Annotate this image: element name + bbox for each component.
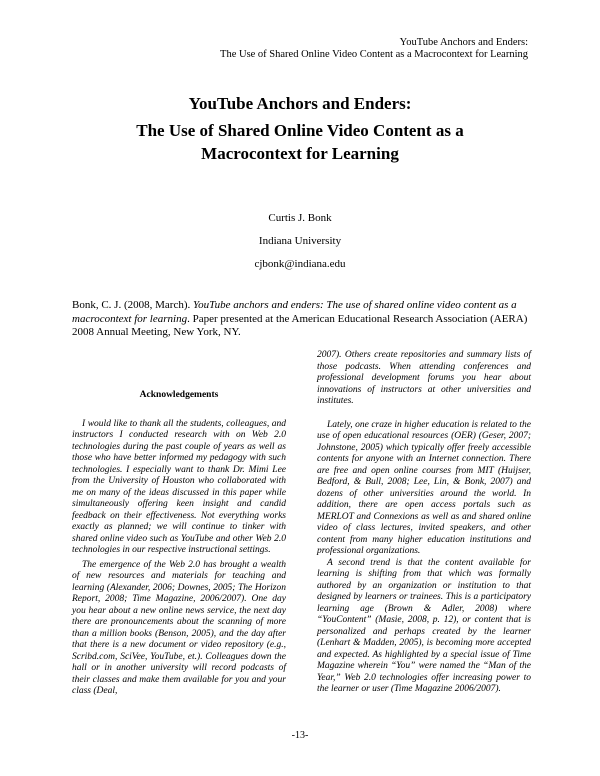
running-header-line2: The Use of Shared Online Video Content as a Macrocontext for Learning xyxy=(220,49,528,60)
running-header-line1: YouTube Anchors and Enders: xyxy=(399,37,528,48)
acknowledgements-paragraph: I would like to thank all the students, colleagues, and instructors I conducted research with on Web 2.0 technologies during the past couple of years as well as those who have better informed my pedagogy with such technologies. I especially want to thank Dr. Mimi Lee from the University of Houston who collaborated with me on many of the ideas discussed in this paper while simultaneously offering keen insight and candid feedback on their effectiveness. Not everything works exactly as planned; we will continue to tinker with shared online video such as YouTube and other Web 2.0 technologies in our respective instructional settings. xyxy=(72,418,286,555)
author-name: Curtis J. Bonk xyxy=(268,212,332,224)
running-header xyxy=(220,37,528,61)
paper-title-line2: The Use of Shared Online Video Content as a Macrocontext for Learning xyxy=(136,121,464,163)
body-paragraph: Lately, one craze in higher education is related to the use of open educational resources (OER) (Geser, 2007; Johnstone, 2005) which typically offer freely accessible contents for anyone with an Internet connection. There are free and open online courses from MIT (Huijser, Bedford, & Bull, 2008; Lee, Lin, & Bonk, 2007) and dozens of other universities around the world. In addition, there are open access portals such as MERLOT and Connexions as well as and shared online video of class lectures, invited speakers, and other content from many higher education institutions and professional organizations. xyxy=(317,419,531,556)
author-block xyxy=(150,207,450,276)
citation-title: YouTube anchors and enders: The use of shared online video content as a macrocontext for learning xyxy=(72,299,517,325)
author-affiliation: Indiana University xyxy=(258,235,342,247)
citation-rest: . Paper presented at the American Educational Research Association (AERA) 2008 Annual Meeting, New York, NY. xyxy=(72,312,528,338)
left-column xyxy=(72,390,286,698)
body-paragraph: The emergence of the Web 2.0 has brought a wealth of new resources and materials for teaching and learning (Alexander, 2006; Downes, 2005; The Horizon Report, 2008; Time Magazine, 2006/2007). One day you hear about a new online news service, the next day there are pronouncements about the scanning of more than a million books (Benson, 2005), and the day after that there is a new document or video repository (e.g., Scribd.com, SciVee, YouTube, et.). Colleagues down the hall or in another university will record podcasts of their classes and make them available for you and your class (Deal, xyxy=(72,559,286,696)
page-number: -13- xyxy=(291,730,309,741)
right-column xyxy=(317,350,531,696)
body-paragraph: A second trend is that the content available for learning is shifting from that which was formally authored by an organization or institution to that designed by learners or trainees. This is a participatory learning age (Brown & Adler, 2008) where “YouContent” (Masie, 2008, p. 12), or content that is personalized and perhaps created by the learner (Lenhart & Madden, 2005), is becoming more accepted and expected. As highlighted by a special issue of Time Magazine wherein “You” were named the “Man of the Year,” Web 2.0 technologies offer increasing power to the learner or user (Time Magazine 2006/2007). xyxy=(317,557,531,694)
paper-title xyxy=(100,92,500,165)
citation-authors: Bonk, C. J. (2008, March). xyxy=(72,299,193,311)
body-paragraph: 2007). Others create repositories and summary lists of those podcasts. When attending conferences and professional development forums you hear about innovations of instructors at other universities and institutes. xyxy=(317,350,531,406)
acknowledgements-heading: Acknowledgements xyxy=(139,390,219,400)
citation xyxy=(72,299,538,340)
paper-title-line1: YouTube Anchors and Enders: xyxy=(188,94,412,113)
author-email: cjbonk@indiana.edu xyxy=(254,258,346,270)
